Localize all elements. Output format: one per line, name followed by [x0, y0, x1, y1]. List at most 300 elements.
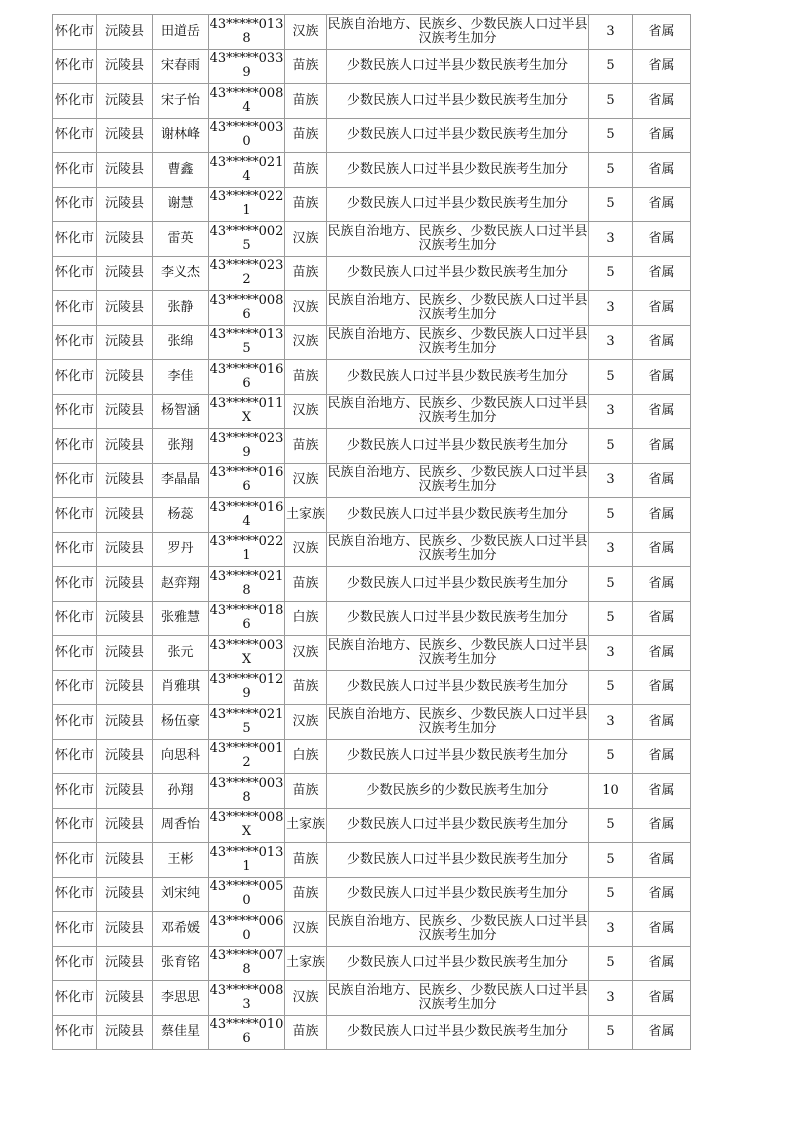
county-cell-text: 沅陵县	[104, 851, 144, 867]
name-cell	[153, 601, 209, 636]
county-cell	[97, 774, 153, 809]
id-number-cell	[209, 532, 285, 567]
city-cell	[53, 843, 97, 878]
bonus-points-cell	[589, 291, 633, 326]
name-cell-text: 王彬	[167, 851, 194, 867]
bonus-reason-cell	[327, 774, 589, 809]
county-cell	[97, 118, 153, 153]
county-cell	[97, 256, 153, 291]
city-cell	[53, 981, 97, 1016]
bonus-reason-cell-text: 少数民族人口过半县少数民族考生加分	[346, 58, 568, 74]
bonus-points-cell	[589, 877, 633, 912]
name-cell-text: 杨伍豪	[160, 713, 200, 729]
id-number-cell-text: 43*****0083	[209, 982, 284, 1012]
table-row	[53, 84, 691, 119]
ethnicity-cell	[285, 15, 327, 50]
county-cell-text: 沅陵县	[104, 58, 144, 74]
bonus-points-cell	[589, 15, 633, 50]
county-cell	[97, 877, 153, 912]
level-cell	[633, 153, 691, 188]
level-cell-text: 省属	[648, 368, 675, 384]
city-cell	[53, 912, 97, 947]
table-row	[53, 463, 691, 498]
name-cell	[153, 1015, 209, 1050]
ethnicity-cell-text: 汉族	[292, 230, 319, 246]
city-cell	[53, 946, 97, 981]
level-cell	[633, 532, 691, 567]
county-cell-text: 沅陵县	[104, 230, 144, 246]
city-cell-text: 怀化市	[54, 334, 94, 350]
bonus-reason-cell	[327, 222, 589, 257]
city-cell-text: 怀化市	[54, 748, 94, 764]
table-row	[53, 843, 691, 878]
ethnicity-cell-text: 苗族	[292, 127, 319, 143]
table-row	[53, 187, 691, 222]
level-cell	[633, 118, 691, 153]
bonus-points-cell	[589, 567, 633, 602]
id-number-cell	[209, 118, 285, 153]
bonus-points-cell-text: 3	[606, 23, 615, 39]
bonus-reason-cell	[327, 946, 589, 981]
city-cell-text: 怀化市	[54, 58, 94, 74]
ethnicity-cell	[285, 912, 327, 947]
id-number-cell-text: 43*****0339	[209, 51, 284, 81]
ethnicity-cell	[285, 325, 327, 360]
level-cell	[633, 567, 691, 602]
level-cell	[633, 84, 691, 119]
bonus-points-cell-text: 3	[606, 403, 615, 419]
bonus-points-cell	[589, 498, 633, 533]
city-cell	[53, 498, 97, 533]
id-number-cell-text: 43*****0084	[209, 85, 284, 115]
table-row	[53, 912, 691, 947]
ethnicity-cell	[285, 360, 327, 395]
bonus-reason-cell	[327, 153, 589, 188]
id-number-cell-text: 43*****0050	[209, 879, 284, 909]
ethnicity-cell-text: 苗族	[292, 265, 319, 281]
ethnicity-cell	[285, 394, 327, 429]
bonus-reason-cell	[327, 843, 589, 878]
bonus-points-cell-text: 5	[606, 506, 615, 522]
bonus-points-cell-text: 10	[602, 782, 619, 798]
table-row	[53, 670, 691, 705]
id-number-cell-text: 43*****0106	[209, 1017, 284, 1047]
id-number-cell-text: 43*****0131	[209, 844, 284, 874]
level-cell	[633, 877, 691, 912]
bonus-points-cell	[589, 774, 633, 809]
bonus-reason-cell	[327, 325, 589, 360]
ethnicity-cell-text: 汉族	[292, 541, 319, 557]
county-cell-text: 沅陵县	[104, 817, 144, 833]
bonus-reason-cell	[327, 636, 589, 671]
ethnicity-cell-text: 白族	[292, 610, 319, 626]
bonus-points-cell-text: 3	[606, 299, 615, 315]
id-number-cell-text: 43*****0038	[209, 775, 284, 805]
bonus-reason-cell-text: 少数民族乡的少数民族考生加分	[366, 782, 549, 798]
level-cell	[633, 1015, 691, 1050]
id-number-cell	[209, 84, 285, 119]
table-row	[53, 394, 691, 429]
table-row	[53, 601, 691, 636]
bonus-reason-cell	[327, 498, 589, 533]
name-cell-text: 田道岳	[160, 23, 200, 39]
name-cell	[153, 981, 209, 1016]
county-cell-text: 沅陵县	[104, 334, 144, 350]
county-cell-text: 沅陵县	[104, 748, 144, 764]
id-number-cell-text: 43*****0135	[209, 327, 284, 357]
county-cell	[97, 360, 153, 395]
bonus-points-cell	[589, 739, 633, 774]
bonus-points-cell-text: 3	[606, 713, 615, 729]
county-cell-text: 沅陵县	[104, 679, 144, 695]
level-cell-text: 省属	[648, 748, 675, 764]
county-cell	[97, 670, 153, 705]
level-cell-text: 省属	[648, 989, 675, 1005]
id-number-cell	[209, 498, 285, 533]
bonus-points-cell-text: 5	[606, 127, 615, 143]
id-number-cell	[209, 153, 285, 188]
name-cell	[153, 498, 209, 533]
county-cell	[97, 739, 153, 774]
bonus-reason-cell-text: 民族自治地方、民族乡、少数民族人口过半县汉族考生加分	[327, 706, 588, 736]
bonus-points-cell	[589, 670, 633, 705]
bonus-points-cell-text: 5	[606, 679, 615, 695]
name-cell-text: 宋春雨	[160, 58, 200, 74]
county-cell	[97, 636, 153, 671]
table-row	[53, 291, 691, 326]
bonus-points-cell-text: 3	[606, 541, 615, 557]
city-cell	[53, 153, 97, 188]
level-cell	[633, 222, 691, 257]
level-cell	[633, 256, 691, 291]
city-cell-text: 怀化市	[54, 713, 94, 729]
bonus-reason-cell-text: 少数民族人口过半县少数民族考生加分	[346, 161, 568, 177]
bonus-reason-cell	[327, 118, 589, 153]
id-number-cell	[209, 187, 285, 222]
county-cell	[97, 498, 153, 533]
level-cell	[633, 981, 691, 1016]
level-cell-text: 省属	[648, 92, 675, 108]
name-cell	[153, 153, 209, 188]
table-row	[53, 498, 691, 533]
id-number-cell-text: 43*****0030	[209, 120, 284, 150]
bonus-points-cell	[589, 705, 633, 740]
id-number-cell	[209, 912, 285, 947]
bonus-reason-cell	[327, 291, 589, 326]
ethnicity-cell-text: 白族	[292, 748, 319, 764]
city-cell-text: 怀化市	[54, 920, 94, 936]
bonus-points-cell-text: 5	[606, 1024, 615, 1040]
bonus-points-cell-text: 3	[606, 334, 615, 350]
bonus-reason-cell-text: 少数民族人口过半县少数民族考生加分	[346, 196, 568, 212]
bonus-reason-cell-text: 少数民族人口过半县少数民族考生加分	[346, 506, 568, 522]
bonus-reason-cell	[327, 360, 589, 395]
city-cell	[53, 360, 97, 395]
level-cell	[633, 429, 691, 464]
name-cell	[153, 912, 209, 947]
table-row	[53, 222, 691, 257]
bonus-reason-cell	[327, 187, 589, 222]
city-cell-text: 怀化市	[54, 886, 94, 902]
id-number-cell-text: 43*****0164	[209, 499, 284, 529]
id-number-cell	[209, 360, 285, 395]
bonus-points-cell-text: 5	[606, 92, 615, 108]
bonus-points-cell	[589, 946, 633, 981]
id-number-cell	[209, 739, 285, 774]
id-number-cell	[209, 843, 285, 878]
level-cell-text: 省属	[648, 506, 675, 522]
bonus-points-cell-text: 5	[606, 265, 615, 281]
city-cell-text: 怀化市	[54, 437, 94, 453]
id-number-cell	[209, 705, 285, 740]
name-cell-text: 张育铭	[160, 955, 200, 971]
city-cell	[53, 670, 97, 705]
city-cell-text: 怀化市	[54, 851, 94, 867]
name-cell	[153, 808, 209, 843]
county-cell-text: 沅陵县	[104, 127, 144, 143]
bonus-points-cell-text: 5	[606, 851, 615, 867]
bonus-points-cell-text: 5	[606, 437, 615, 453]
city-cell-text: 怀化市	[54, 161, 94, 177]
city-cell	[53, 877, 97, 912]
city-cell-text: 怀化市	[54, 368, 94, 384]
ethnicity-cell	[285, 808, 327, 843]
county-cell	[97, 946, 153, 981]
name-cell	[153, 49, 209, 84]
name-cell	[153, 187, 209, 222]
id-number-cell-text: 43*****0232	[209, 258, 284, 288]
table-row	[53, 360, 691, 395]
bonus-reason-cell	[327, 429, 589, 464]
ethnicity-cell	[285, 946, 327, 981]
name-cell	[153, 463, 209, 498]
bonus-reason-cell	[327, 808, 589, 843]
name-cell	[153, 567, 209, 602]
ethnicity-cell-text: 苗族	[292, 437, 319, 453]
bonus-points-cell	[589, 49, 633, 84]
level-cell	[633, 912, 691, 947]
name-cell	[153, 118, 209, 153]
name-cell-text: 李晶晶	[160, 472, 200, 488]
name-cell	[153, 84, 209, 119]
ethnicity-cell	[285, 774, 327, 809]
bonus-reason-cell-text: 民族自治地方、民族乡、少数民族人口过半县汉族考生加分	[327, 465, 588, 495]
ethnicity-cell-text: 苗族	[292, 1024, 319, 1040]
city-cell	[53, 774, 97, 809]
id-number-cell-text: 43*****0129	[209, 672, 284, 702]
name-cell	[153, 15, 209, 50]
ethnicity-cell	[285, 84, 327, 119]
city-cell-text: 怀化市	[54, 92, 94, 108]
level-cell	[633, 705, 691, 740]
county-cell	[97, 291, 153, 326]
county-cell-text: 沅陵县	[104, 713, 144, 729]
level-cell	[633, 15, 691, 50]
ethnicity-cell-text: 土家族	[285, 506, 325, 522]
county-cell	[97, 567, 153, 602]
name-cell-text: 谢林峰	[160, 127, 200, 143]
bonus-reason-cell-text: 民族自治地方、民族乡、少数民族人口过半县汉族考生加分	[327, 223, 588, 253]
ethnicity-cell-text: 苗族	[292, 92, 319, 108]
bonus-reason-cell-text: 少数民族人口过半县少数民族考生加分	[346, 1024, 568, 1040]
county-cell	[97, 843, 153, 878]
level-cell	[633, 843, 691, 878]
ethnicity-cell	[285, 567, 327, 602]
level-cell	[633, 774, 691, 809]
name-cell	[153, 291, 209, 326]
ethnicity-cell-text: 苗族	[292, 575, 319, 591]
ethnicity-cell-text: 汉族	[292, 472, 319, 488]
county-cell-text: 沅陵县	[104, 196, 144, 212]
table-row	[53, 774, 691, 809]
level-cell-text: 省属	[648, 403, 675, 419]
id-number-cell-text: 43*****0025	[209, 223, 284, 253]
bonus-points-cell	[589, 256, 633, 291]
bonus-reason-cell-text: 少数民族人口过半县少数民族考生加分	[346, 92, 568, 108]
bonus-reason-cell-text: 少数民族人口过半县少数民族考生加分	[346, 886, 568, 902]
county-cell-text: 沅陵县	[104, 886, 144, 902]
level-cell-text: 省属	[648, 299, 675, 315]
ethnicity-cell	[285, 498, 327, 533]
name-cell-text: 谢慧	[167, 196, 194, 212]
level-cell-text: 省属	[648, 713, 675, 729]
table-row	[53, 808, 691, 843]
bonus-points-cell	[589, 325, 633, 360]
level-cell-text: 省属	[648, 955, 675, 971]
county-cell-text: 沅陵县	[104, 989, 144, 1005]
id-number-cell-text: 43*****0086	[209, 292, 284, 322]
city-cell	[53, 222, 97, 257]
table-row	[53, 49, 691, 84]
ethnicity-cell-text: 苗族	[292, 851, 319, 867]
table-row	[53, 153, 691, 188]
bonus-points-cell	[589, 912, 633, 947]
city-cell	[53, 49, 97, 84]
ethnicity-cell-text: 汉族	[292, 920, 319, 936]
ethnicity-cell	[285, 222, 327, 257]
bonus-reason-cell-text: 民族自治地方、民族乡、少数民族人口过半县汉族考生加分	[327, 292, 588, 322]
level-cell	[633, 187, 691, 222]
ethnicity-cell	[285, 705, 327, 740]
name-cell	[153, 325, 209, 360]
name-cell	[153, 877, 209, 912]
id-number-cell-text: 43*****0186	[209, 603, 284, 633]
level-cell-text: 省属	[648, 886, 675, 902]
id-number-cell	[209, 670, 285, 705]
city-cell-text: 怀化市	[54, 679, 94, 695]
city-cell	[53, 1015, 97, 1050]
city-cell-text: 怀化市	[54, 299, 94, 315]
id-number-cell	[209, 946, 285, 981]
level-cell	[633, 670, 691, 705]
name-cell-text: 张翔	[167, 437, 194, 453]
bonus-reason-cell	[327, 912, 589, 947]
level-cell-text: 省属	[648, 437, 675, 453]
table-row	[53, 1015, 691, 1050]
bonus-points-cell-text: 5	[606, 161, 615, 177]
table-row	[53, 118, 691, 153]
level-cell-text: 省属	[648, 161, 675, 177]
name-cell-text: 李思思	[160, 989, 200, 1005]
name-cell-text: 蔡佳星	[160, 1024, 200, 1040]
table-row	[53, 877, 691, 912]
name-cell-text: 孙翔	[167, 782, 194, 798]
county-cell-text: 沅陵县	[104, 955, 144, 971]
city-cell-text: 怀化市	[54, 817, 94, 833]
bonus-points-cell	[589, 394, 633, 429]
name-cell-text: 张雅慧	[160, 610, 200, 626]
name-cell-text: 张静	[167, 299, 194, 315]
name-cell-text: 邓希媛	[160, 920, 200, 936]
ethnicity-cell	[285, 877, 327, 912]
level-cell-text: 省属	[648, 782, 675, 798]
bonus-reason-cell-text: 民族自治地方、民族乡、少数民族人口过半县汉族考生加分	[327, 982, 588, 1012]
table-row	[53, 325, 691, 360]
ethnicity-cell-text: 汉族	[292, 989, 319, 1005]
level-cell	[633, 463, 691, 498]
county-cell-text: 沅陵县	[104, 644, 144, 660]
id-number-cell-text: 43*****0218	[209, 568, 284, 598]
bonus-points-cell	[589, 601, 633, 636]
name-cell-text: 张元	[167, 644, 194, 660]
ethnicity-cell-text: 苗族	[292, 368, 319, 384]
ethnicity-cell	[285, 843, 327, 878]
bonus-reason-cell-text: 民族自治地方、民族乡、少数民族人口过半县汉族考生加分	[327, 534, 588, 564]
id-number-cell-text: 43*****0166	[209, 465, 284, 495]
bonus-points-cell-text: 3	[606, 230, 615, 246]
name-cell	[153, 739, 209, 774]
table-body	[53, 15, 691, 1050]
ethnicity-cell-text: 汉族	[292, 334, 319, 350]
city-cell	[53, 463, 97, 498]
county-cell-text: 沅陵县	[104, 265, 144, 281]
bonus-reason-cell	[327, 394, 589, 429]
county-cell	[97, 15, 153, 50]
id-number-cell-text: 43*****0138	[209, 16, 284, 46]
ethnicity-cell-text: 土家族	[285, 955, 325, 971]
id-number-cell-text: 43*****0214	[209, 154, 284, 184]
city-cell	[53, 325, 97, 360]
bonus-reason-cell-text: 民族自治地方、民族乡、少数民族人口过半县汉族考生加分	[327, 396, 588, 426]
bonus-points-cell-text: 3	[606, 920, 615, 936]
bonus-reason-cell-text: 民族自治地方、民族乡、少数民族人口过半县汉族考生加分	[327, 913, 588, 943]
level-cell-text: 省属	[648, 679, 675, 695]
ethnicity-cell	[285, 429, 327, 464]
county-cell-text: 沅陵县	[104, 506, 144, 522]
bonus-reason-cell	[327, 877, 589, 912]
city-cell	[53, 256, 97, 291]
city-cell-text: 怀化市	[54, 541, 94, 557]
bonus-points-cell-text: 3	[606, 472, 615, 488]
county-cell	[97, 601, 153, 636]
county-cell	[97, 532, 153, 567]
table-row	[53, 739, 691, 774]
id-number-cell-text: 43*****0078	[209, 948, 284, 978]
id-number-cell	[209, 981, 285, 1016]
name-cell-text: 杨智涵	[160, 403, 200, 419]
name-cell	[153, 636, 209, 671]
level-cell-text: 省属	[648, 644, 675, 660]
county-cell-text: 沅陵县	[104, 472, 144, 488]
bonus-points-cell-text: 5	[606, 817, 615, 833]
county-cell-text: 沅陵县	[104, 23, 144, 39]
id-number-cell-text: 43*****003X	[209, 637, 284, 667]
bonus-points-table	[52, 14, 691, 1050]
table-row	[53, 567, 691, 602]
bonus-points-cell	[589, 360, 633, 395]
name-cell-text: 向思科	[160, 748, 200, 764]
county-cell-text: 沅陵县	[104, 575, 144, 591]
